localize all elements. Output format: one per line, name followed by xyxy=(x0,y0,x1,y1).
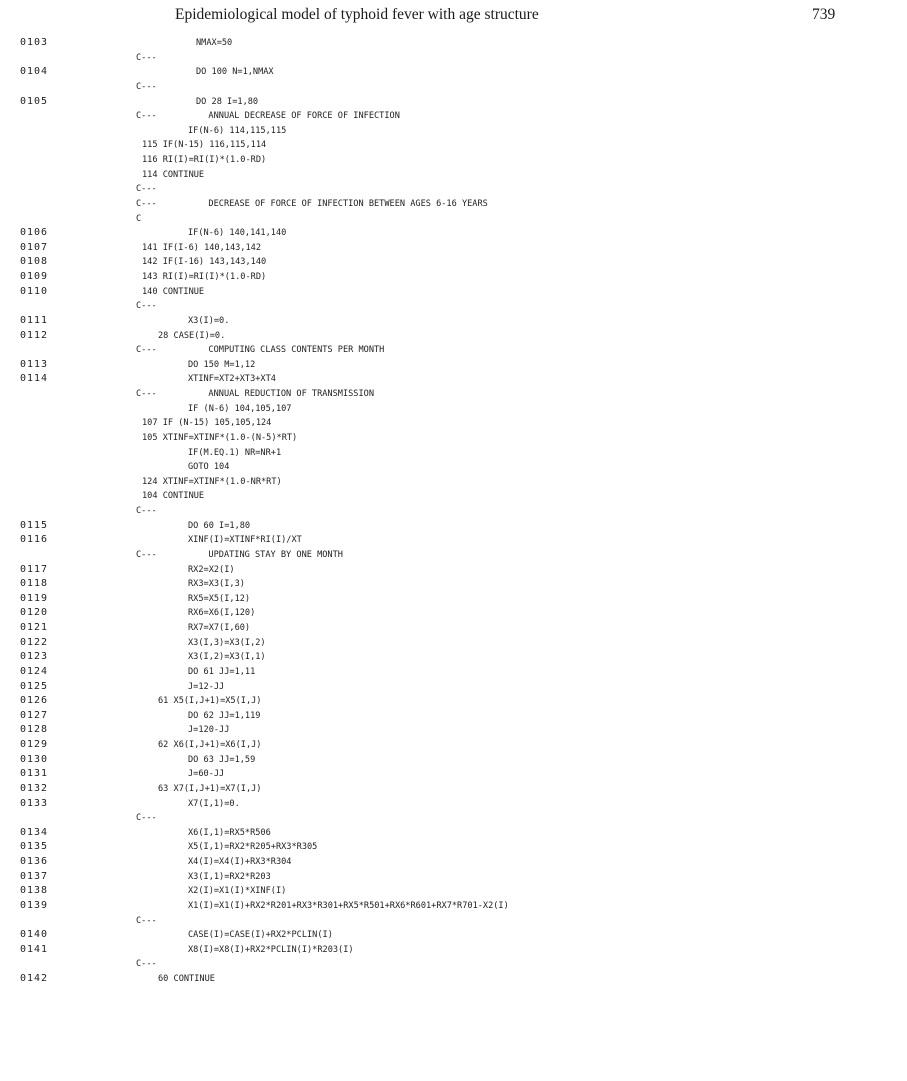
line-number: 0140 xyxy=(20,929,49,941)
code-text: 115 IF(N-15) 116,115,114 xyxy=(142,140,267,151)
code-line xyxy=(0,358,907,373)
code-text: DO 28 I=1,80 xyxy=(196,96,259,107)
code-line xyxy=(0,665,907,680)
code-line xyxy=(0,797,907,812)
code-line xyxy=(0,680,907,695)
code-text: DO 61 JJ=1,11 xyxy=(188,666,256,677)
line-number: 0114 xyxy=(20,373,49,385)
code-text: RX2=X2(I) xyxy=(188,564,235,575)
code-text: 105 XTINF=XTINF*(1.0-(N-5)*RT) xyxy=(142,432,298,443)
code-line xyxy=(0,446,907,461)
code-line xyxy=(0,870,907,885)
code-line xyxy=(0,197,907,212)
code-text: RX6=X6(I,120) xyxy=(188,608,256,619)
code-text: RX5=X5(I,12) xyxy=(188,593,251,604)
line-number: 0104 xyxy=(20,66,49,78)
line-number: 0133 xyxy=(20,797,49,809)
page-title: Epidemiological model of typhoid fever with age structure xyxy=(175,6,539,23)
code-text: NMAX=50 xyxy=(196,38,233,48)
code-line xyxy=(0,899,907,914)
code-line xyxy=(0,95,907,110)
line-number: 0124 xyxy=(20,665,49,677)
line-number: 0119 xyxy=(20,592,49,604)
code-line xyxy=(0,636,907,651)
code-text: X3(I,1)=RX2*R203 xyxy=(188,871,271,882)
code-text: C--- xyxy=(136,81,157,92)
code-text: 124 XTINF=XTINF*(1.0-NR*RT) xyxy=(142,476,282,487)
code-text: X5(I,1)=RX2*R205+RX3*R305 xyxy=(188,842,318,853)
line-number: 0136 xyxy=(20,856,49,867)
code-line xyxy=(0,416,907,431)
code-line xyxy=(0,826,907,841)
code-line xyxy=(0,241,907,256)
code-line xyxy=(0,387,907,402)
code-line xyxy=(0,168,907,183)
code-text: C xyxy=(136,213,142,224)
code-line xyxy=(0,519,907,534)
code-text: 107 IF (N-15) 105,105,124 xyxy=(142,418,272,429)
code-line xyxy=(0,270,907,285)
code-line xyxy=(0,65,907,80)
code-line xyxy=(0,533,907,548)
code-text: X3(I)=0. xyxy=(188,315,230,326)
line-number: 0130 xyxy=(20,753,49,765)
code-line xyxy=(0,957,907,972)
line-number: 0141 xyxy=(20,943,49,955)
code-line xyxy=(0,343,907,358)
line-number: 0128 xyxy=(20,724,49,736)
line-number: 0117 xyxy=(20,563,49,575)
code-line xyxy=(0,563,907,578)
code-text: J=12-JJ xyxy=(188,681,225,692)
code-text: 63 X7(I,J+1)=X7(I,J) xyxy=(158,783,262,794)
code-text: IF(N-6) 114,115,115 xyxy=(188,125,287,136)
line-number: 0113 xyxy=(20,358,49,370)
code-text: X2(I)=X1(I)*XINF(I) xyxy=(188,886,287,897)
code-text: C--- UPDATING STAY BY ONE MONTH xyxy=(136,549,343,560)
code-line xyxy=(0,124,907,139)
line-number: 0107 xyxy=(20,241,49,253)
code-line xyxy=(0,709,907,724)
code-text: DO 62 JJ=1,119 xyxy=(188,710,261,721)
line-number: 0139 xyxy=(20,899,49,911)
code-text: GOTO 104 xyxy=(188,462,230,473)
code-text: C--- xyxy=(136,959,157,970)
code-line xyxy=(0,460,907,475)
code-line xyxy=(0,738,907,753)
line-number: 0112 xyxy=(20,329,49,341)
line-number: 0105 xyxy=(20,95,49,107)
line-number: 0129 xyxy=(20,739,49,750)
line-number: 0115 xyxy=(20,519,49,531)
code-text: X1(I)=X1(I)+RX2*R201+RX3*R301+RX5*R501+RX6*R601+RX7*R701-X2(I) xyxy=(188,900,509,911)
code-line xyxy=(0,138,907,153)
code-text: IF (N-6) 104,105,107 xyxy=(188,403,292,414)
code-text: 143 RI(I)=RI(I)*(1.0-RD) xyxy=(142,272,267,282)
code-line xyxy=(0,431,907,446)
code-text: CASE(I)=CASE(I)+RX2*PCLIN(I) xyxy=(188,930,333,941)
code-line xyxy=(0,621,907,636)
code-line xyxy=(0,972,907,987)
code-text: J=60-JJ xyxy=(188,769,225,780)
line-number: 0137 xyxy=(20,870,49,882)
code-line xyxy=(0,212,907,227)
line-number: 0126 xyxy=(20,695,49,707)
line-number: 0121 xyxy=(20,622,49,633)
code-text: DO 100 N=1,NMAX xyxy=(196,67,274,78)
page-number: 739 xyxy=(812,6,836,23)
code-line xyxy=(0,504,907,519)
line-number: 0116 xyxy=(20,534,49,546)
code-text: 61 X5(I,J+1)=X5(I,J) xyxy=(158,696,262,707)
code-line xyxy=(0,285,907,300)
line-number: 0120 xyxy=(20,607,49,619)
code-text: DO 150 M=1,12 xyxy=(188,359,256,370)
fortran-code-listing xyxy=(0,36,907,987)
line-number: 0103 xyxy=(20,37,49,48)
code-text: DO 60 I=1,80 xyxy=(188,520,251,531)
line-number: 0111 xyxy=(20,314,49,326)
line-number: 0125 xyxy=(20,680,49,692)
code-line xyxy=(0,840,907,855)
code-line xyxy=(0,782,907,797)
line-number: 0127 xyxy=(20,709,49,721)
code-text: C--- DECREASE OF FORCE OF INFECTION BETWEEN AGES 6-16 YEARS xyxy=(136,198,488,209)
code-text: RX7=X7(I,60) xyxy=(188,623,251,633)
code-text: X3(I,2)=X3(I,1) xyxy=(188,652,266,663)
code-text: 114 CONTINUE xyxy=(142,169,205,180)
code-line xyxy=(0,36,907,51)
code-line xyxy=(0,548,907,563)
code-text: IF(M.EQ.1) NR=NR+1 xyxy=(188,447,282,458)
code-line xyxy=(0,314,907,329)
code-text: C--- ANNUAL DECREASE OF FORCE OF INFECTION xyxy=(136,111,400,122)
code-text: X7(I,1)=0. xyxy=(188,798,240,809)
code-line xyxy=(0,723,907,738)
code-line xyxy=(0,255,907,270)
code-text: 140 CONTINUE xyxy=(142,286,205,297)
code-text: X8(I)=X8(I)+RX2*PCLIN(I)*R203(I) xyxy=(188,944,354,955)
code-text: DO 63 JJ=1,59 xyxy=(188,754,256,765)
code-text: C--- xyxy=(136,813,157,824)
code-text: C--- xyxy=(136,184,157,195)
code-text: IF(N-6) 140,141,140 xyxy=(188,228,287,239)
code-line xyxy=(0,694,907,709)
code-line xyxy=(0,606,907,621)
code-text: C--- xyxy=(136,301,157,312)
code-line xyxy=(0,153,907,168)
code-text: X6(I,1)=RX5*R506 xyxy=(188,827,271,838)
line-number: 0109 xyxy=(20,271,49,282)
code-text: 62 X6(I,J+1)=X6(I,J) xyxy=(158,740,262,750)
line-number: 0110 xyxy=(20,285,49,297)
code-text: XINF(I)=XTINF*RI(I)/XT xyxy=(188,535,302,546)
code-text: X4(I)=X4(I)+RX3*R304 xyxy=(188,857,292,867)
line-number: 0132 xyxy=(20,782,49,794)
code-text: 104 CONTINUE xyxy=(142,491,205,502)
page-header xyxy=(0,0,907,30)
code-line xyxy=(0,914,907,929)
line-number: 0118 xyxy=(20,578,49,590)
code-line xyxy=(0,811,907,826)
code-text: J=120-JJ xyxy=(188,725,230,736)
code-text: 141 IF(I-6) 140,143,142 xyxy=(142,242,261,253)
code-line xyxy=(0,767,907,782)
code-line xyxy=(0,592,907,607)
line-number: 0122 xyxy=(20,636,49,648)
line-number: 0108 xyxy=(20,256,49,268)
code-text: C--- xyxy=(136,506,157,516)
line-number: 0142 xyxy=(20,973,49,984)
code-text: C--- xyxy=(136,915,157,926)
code-text: C--- ANNUAL REDUCTION OF TRANSMISSION xyxy=(136,389,374,399)
code-line xyxy=(0,855,907,870)
code-line xyxy=(0,884,907,899)
code-text: C--- xyxy=(136,52,157,63)
line-number: 0123 xyxy=(20,651,49,663)
code-line xyxy=(0,402,907,417)
code-line xyxy=(0,372,907,387)
code-text: XTINF=XT2+XT3+XT4 xyxy=(188,374,276,385)
code-line xyxy=(0,577,907,592)
code-line xyxy=(0,182,907,197)
code-line xyxy=(0,489,907,504)
line-number: 0131 xyxy=(20,768,49,780)
code-text: 60 CONTINUE xyxy=(158,974,215,984)
code-text: 28 CASE(I)=0. xyxy=(158,330,226,341)
line-number: 0106 xyxy=(20,227,49,239)
code-line xyxy=(0,109,907,124)
code-text: C--- COMPUTING CLASS CONTENTS PER MONTH xyxy=(136,345,385,356)
code-line xyxy=(0,226,907,241)
code-text: RX3=X3(I,3) xyxy=(188,579,245,590)
code-line xyxy=(0,80,907,95)
line-number: 0138 xyxy=(20,885,49,897)
code-line xyxy=(0,753,907,768)
line-number: 0134 xyxy=(20,826,49,838)
code-line xyxy=(0,475,907,490)
code-line xyxy=(0,943,907,958)
code-line xyxy=(0,329,907,344)
code-line xyxy=(0,299,907,314)
code-line xyxy=(0,928,907,943)
code-text: X3(I,3)=X3(I,2) xyxy=(188,637,266,648)
line-number: 0135 xyxy=(20,841,49,853)
code-text: 116 RI(I)=RI(I)*(1.0-RD) xyxy=(142,155,267,165)
code-text: 142 IF(I-16) 143,143,140 xyxy=(142,257,267,268)
code-line xyxy=(0,51,907,66)
code-line xyxy=(0,650,907,665)
